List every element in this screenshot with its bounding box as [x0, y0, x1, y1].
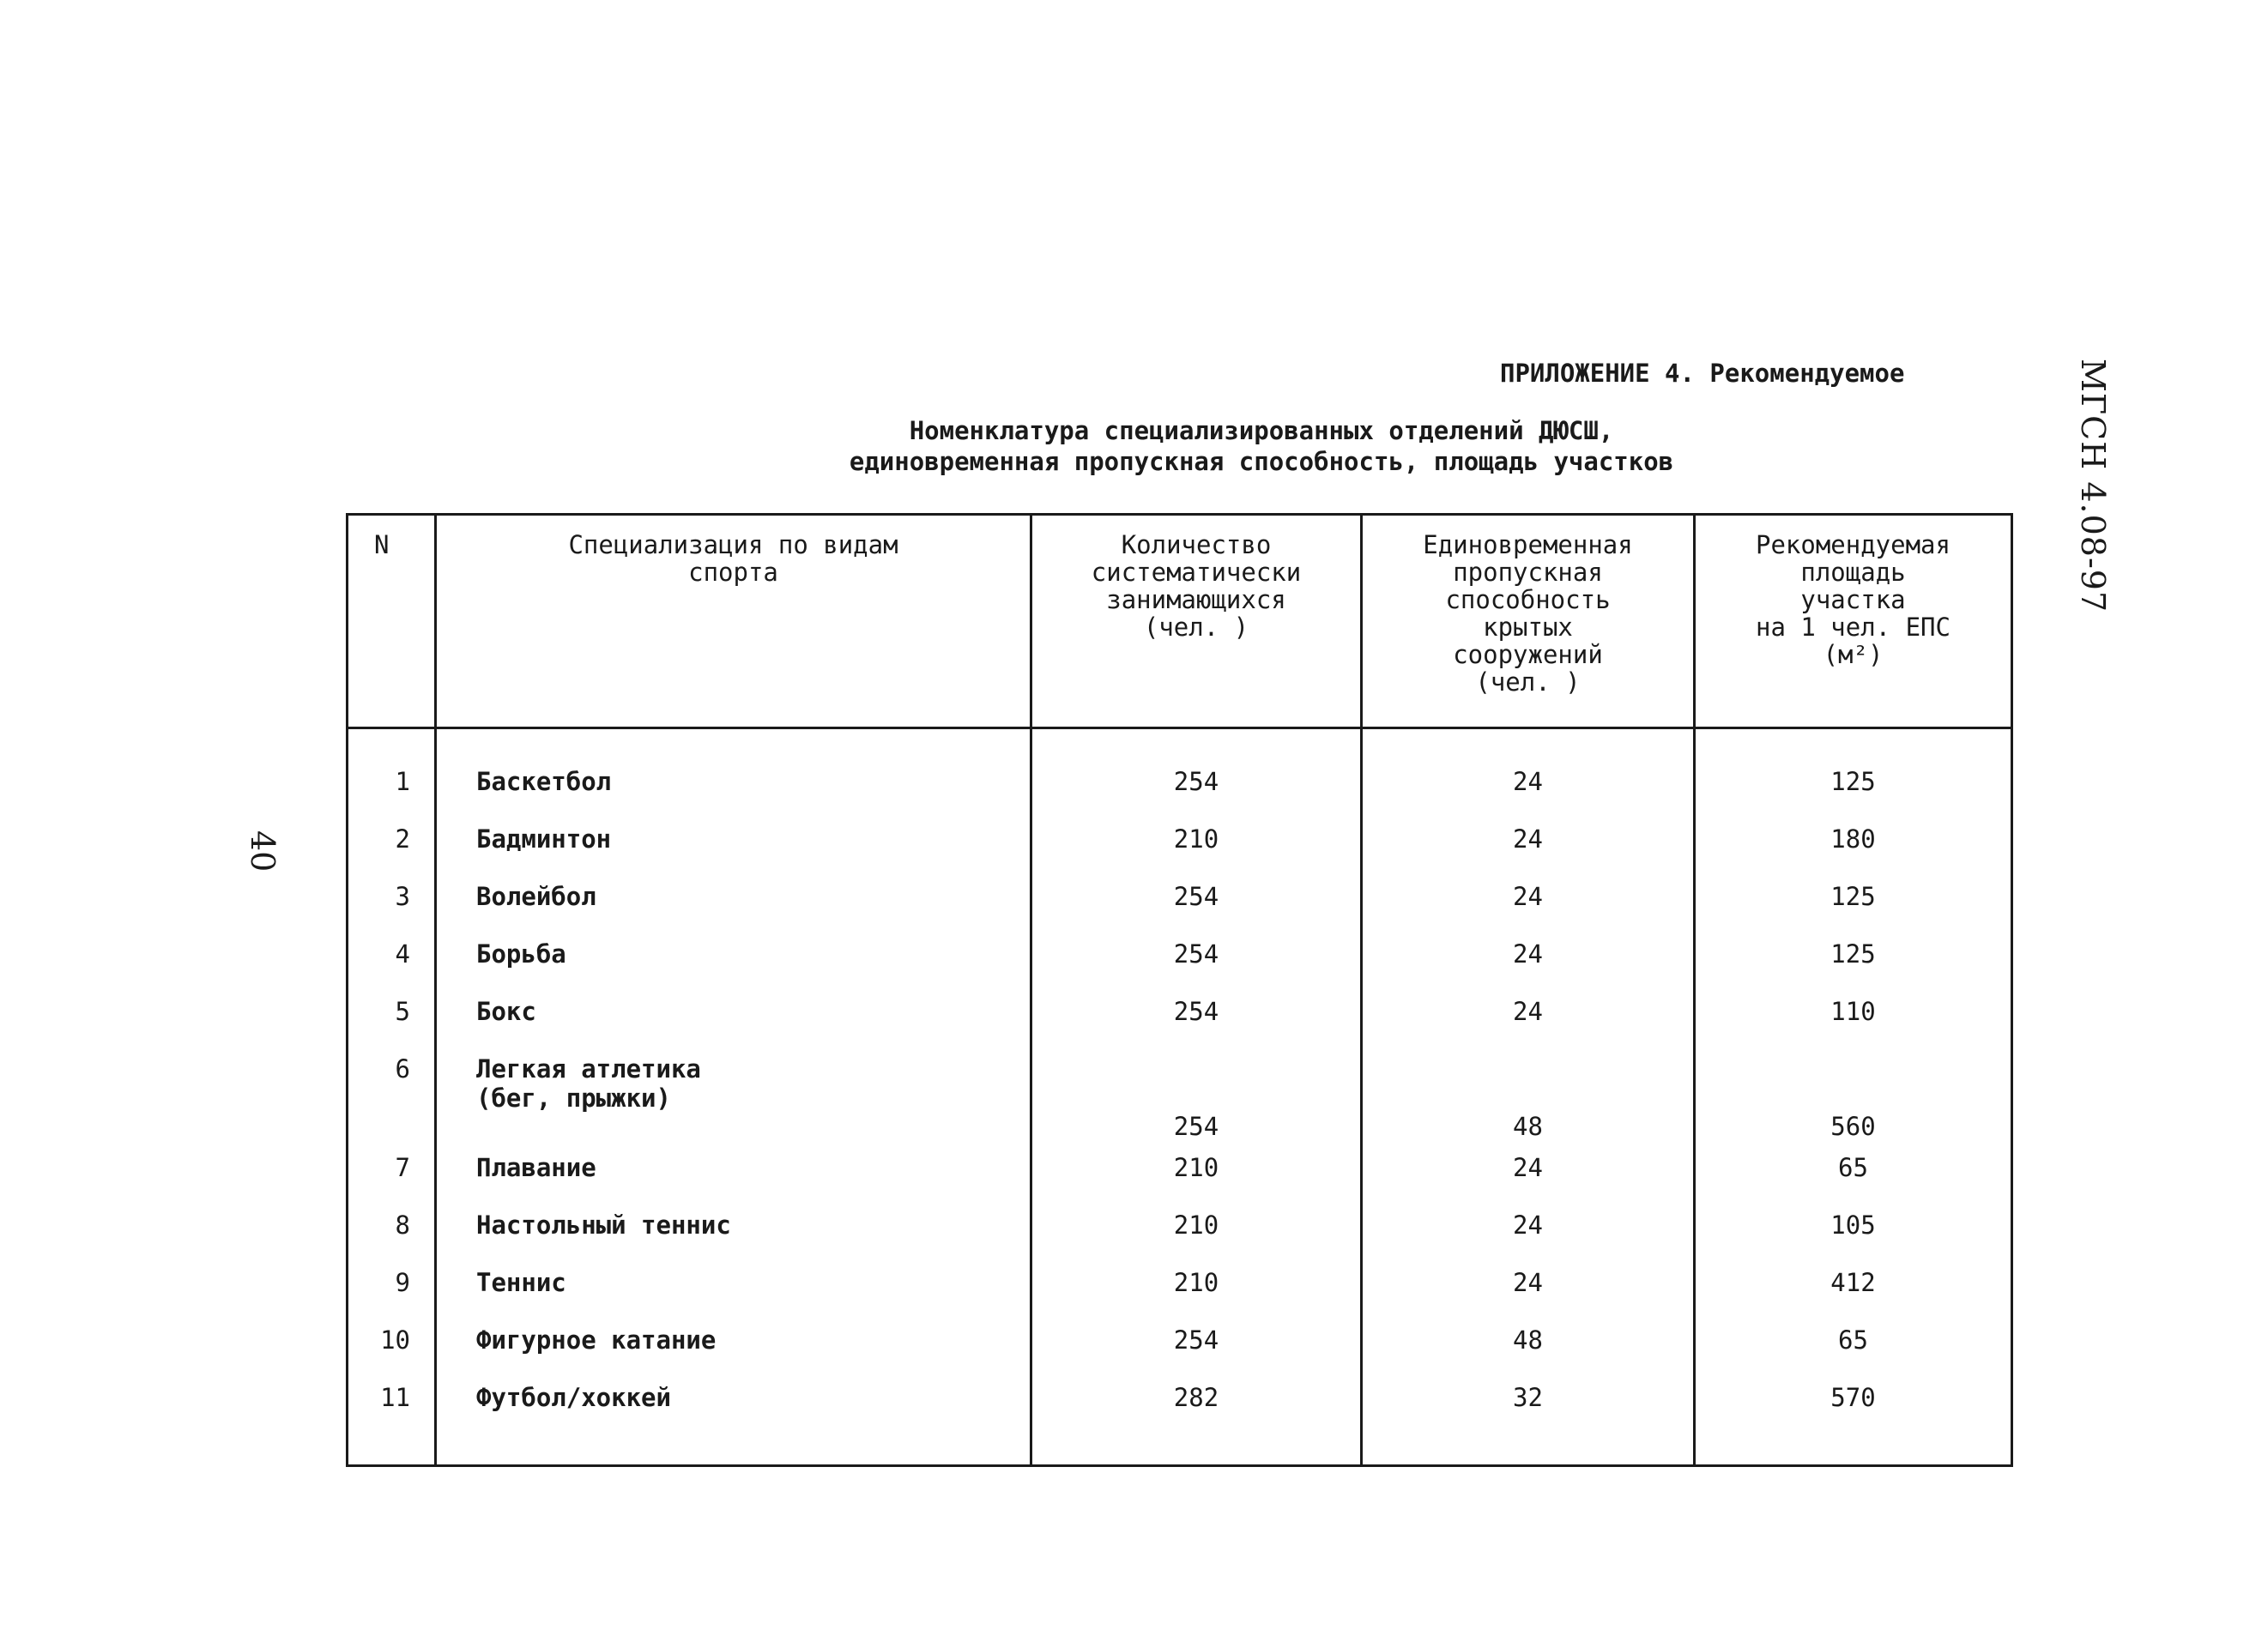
table-title	[601, 415, 1922, 477]
sport-name	[436, 1383, 1031, 1466]
area-value: 570	[1695, 1383, 2012, 1466]
table-row	[348, 1210, 2012, 1268]
area-value: 65	[1695, 1153, 2012, 1210]
sport-name-line: Теннис	[476, 1268, 566, 1297]
header-n: N	[348, 515, 436, 728]
sport-name	[436, 728, 1031, 825]
title-line-2: единовременная пропускная способность, площадь участков	[849, 447, 1674, 476]
sport-name	[436, 1054, 1031, 1153]
table-row	[348, 939, 2012, 997]
row-number: 4	[348, 939, 436, 997]
capacity-value: 24	[1362, 1153, 1695, 1210]
sport-name	[436, 1210, 1031, 1268]
row-number: 8	[348, 1210, 436, 1268]
sport-name	[436, 882, 1031, 939]
sport-name-line: Бокс	[476, 997, 536, 1026]
capacity-value: 24	[1362, 728, 1695, 825]
row-number: 9	[348, 1268, 436, 1325]
row-number: 6	[348, 1054, 436, 1153]
capacity-value: 24	[1362, 824, 1695, 882]
table-row	[348, 997, 2012, 1054]
sport-name	[436, 1153, 1031, 1210]
table-body	[348, 728, 2012, 1466]
title-line-1: Номенклатура специализированных отделений ДЮСШ,	[909, 416, 1614, 445]
capacity-value: 48	[1362, 1054, 1695, 1153]
header-row	[348, 515, 2012, 728]
capacity-value: 48	[1362, 1325, 1695, 1383]
participants-count: 254	[1031, 728, 1362, 825]
participants-count: 282	[1031, 1383, 1362, 1466]
table-row	[348, 824, 2012, 882]
row-number: 1	[348, 728, 436, 825]
participants-count: 254	[1031, 1054, 1362, 1153]
area-value: 105	[1695, 1210, 2012, 1268]
capacity-value: 24	[1362, 997, 1695, 1054]
area-value: 180	[1695, 824, 2012, 882]
sport-name-line: Бадминтон	[476, 824, 612, 854]
area-value: 560	[1695, 1054, 2012, 1153]
sport-name-line: Баскетбол	[476, 767, 612, 796]
participants-count: 254	[1031, 939, 1362, 997]
sport-name	[436, 1325, 1031, 1383]
participants-count: 210	[1031, 824, 1362, 882]
table-row	[348, 882, 2012, 939]
sport-name	[436, 1268, 1031, 1325]
page-number: 40	[244, 830, 281, 872]
area-value: 65	[1695, 1325, 2012, 1383]
table-row	[348, 1153, 2012, 1210]
sport-name-line: Волейбол	[476, 882, 596, 911]
area-value: 125	[1695, 939, 2012, 997]
sport-name-line: Настольный теннис	[476, 1210, 731, 1240]
participants-count: 254	[1031, 997, 1362, 1054]
table-row	[348, 1268, 2012, 1325]
participants-count: 210	[1031, 1268, 1362, 1325]
capacity-value: 24	[1362, 1210, 1695, 1268]
capacity-value: 24	[1362, 882, 1695, 939]
header-count: Количество систематически занимающихся (чел. )	[1031, 515, 1362, 728]
area-value: 110	[1695, 997, 2012, 1054]
row-number: 5	[348, 997, 436, 1054]
sport-name-line: Плавание	[476, 1153, 596, 1182]
row-number: 7	[348, 1153, 436, 1210]
table-row	[348, 1054, 2012, 1153]
participants-count: 210	[1031, 1210, 1362, 1268]
capacity-value: 24	[1362, 1268, 1695, 1325]
area-value: 125	[1695, 882, 2012, 939]
row-number: 10	[348, 1325, 436, 1383]
header-specialization: Специализация по видам спорта	[436, 515, 1031, 728]
document-code: МГСН 4.08-97	[2074, 359, 2112, 613]
table-row	[348, 1325, 2012, 1383]
capacity-value: 24	[1362, 939, 1695, 997]
sport-name-line: Легкая атлетика	[476, 1054, 701, 1084]
sport-name	[436, 997, 1031, 1054]
nomenclature-table	[346, 513, 2013, 1467]
sport-name-line: (бег, прыжки)	[476, 1084, 671, 1113]
participants-count: 254	[1031, 1325, 1362, 1383]
capacity-value: 32	[1362, 1383, 1695, 1466]
sport-name	[436, 824, 1031, 882]
header-capacity: Единовременная пропускная способность крытых сооружений (чел. )	[1362, 515, 1695, 728]
row-number: 3	[348, 882, 436, 939]
sport-name-line: Фигурное катание	[476, 1325, 717, 1355]
row-number: 11	[348, 1383, 436, 1466]
header-area: Рекомендуемая площадь участка на 1 чел. ЕПС (м²)	[1695, 515, 2012, 728]
area-value: 125	[1695, 728, 2012, 825]
appendix-label: ПРИЛОЖЕНИЕ 4. Рекомендуемое	[1500, 359, 1905, 388]
sport-name-line: Борьба	[476, 939, 566, 969]
sport-name-line: Футбол/хоккей	[476, 1383, 671, 1412]
row-number: 2	[348, 824, 436, 882]
table-row	[348, 728, 2012, 825]
participants-count: 254	[1031, 882, 1362, 939]
sport-name	[436, 939, 1031, 997]
table-row	[348, 1383, 2012, 1466]
area-value: 412	[1695, 1268, 2012, 1325]
participants-count: 210	[1031, 1153, 1362, 1210]
